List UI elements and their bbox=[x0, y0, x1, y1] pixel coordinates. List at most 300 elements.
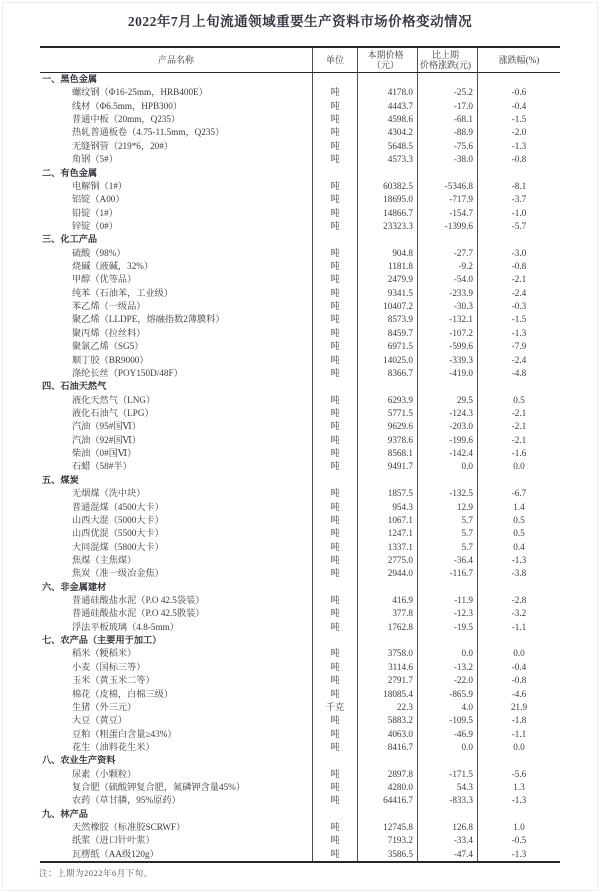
change-cell: -233.9 bbox=[418, 287, 478, 300]
change-cell: -30.3 bbox=[418, 300, 478, 313]
footnote: 注：上期为2022年6月下旬。 bbox=[39, 868, 153, 878]
unit-cell: 吨 bbox=[313, 567, 358, 580]
product-name-cell: 苯乙烯（一级品） bbox=[40, 300, 313, 313]
price-cell: 5771.5 bbox=[358, 407, 418, 420]
percent-cell: -0.6 bbox=[511, 87, 527, 98]
product-name-cell: 硫酸（98%） bbox=[40, 247, 313, 260]
page-title: 2022年7月上旬流通领域重要生产资料市场价格变动情况 bbox=[127, 14, 473, 29]
change-cell bbox=[418, 233, 478, 246]
product-name-cell: 玉米（黄玉米二等） bbox=[40, 674, 313, 687]
product-name-cell: 无缝钢管（219*6，20#） bbox=[40, 140, 313, 153]
change-cell: -142.4 bbox=[418, 447, 478, 460]
price-cell bbox=[358, 233, 418, 246]
unit-cell: 吨 bbox=[313, 207, 358, 220]
price-cell: 9629.6 bbox=[358, 420, 418, 433]
product-name-cell: 浮法平板玻璃（4.8-5mm） bbox=[40, 621, 313, 634]
change-cell: 126.8 bbox=[418, 821, 478, 834]
unit-cell bbox=[313, 233, 358, 246]
product-name-cell: 柴油（0#国Ⅵ） bbox=[40, 447, 313, 460]
table-row bbox=[40, 821, 560, 834]
unit-cell bbox=[313, 581, 358, 594]
percent-cell: -0.8 bbox=[511, 154, 527, 165]
product-name-cell: 复合肥（硫酸钾复合肥，氮磷钾含量45%） bbox=[40, 781, 313, 794]
price-cell: 6971.5 bbox=[358, 340, 418, 353]
unit-cell: 吨 bbox=[313, 741, 358, 754]
price-cell bbox=[358, 380, 418, 393]
change-cell: -36.4 bbox=[418, 554, 478, 567]
percent-cell: -1.1 bbox=[511, 621, 527, 632]
unit-cell: 吨 bbox=[313, 594, 358, 607]
change-cell: -154.7 bbox=[418, 207, 478, 220]
price-cell: 8573.9 bbox=[358, 313, 418, 326]
product-name-cell: 生猪（外三元） bbox=[40, 701, 313, 714]
unit-cell: 吨 bbox=[313, 848, 358, 861]
section-name: 三、化工产品 bbox=[40, 233, 313, 246]
price-cell bbox=[358, 754, 418, 767]
product-name-cell: 棉花（皮棉，白棉三级） bbox=[40, 688, 313, 701]
change-cell: -54.0 bbox=[418, 273, 478, 286]
percent-cell: -1.5 bbox=[511, 314, 527, 325]
change-cell: -203.0 bbox=[418, 420, 478, 433]
table-row bbox=[40, 728, 560, 741]
table-row bbox=[40, 514, 560, 527]
product-name-cell: 山西大混（5000大卡） bbox=[40, 514, 313, 527]
percent-cell: -1.3 bbox=[511, 327, 527, 338]
change-cell: -124.3 bbox=[418, 407, 478, 420]
percent-cell: 0.0 bbox=[513, 461, 525, 472]
table-row bbox=[40, 848, 560, 861]
percent-cell: -0.8 bbox=[511, 675, 527, 686]
table-row bbox=[40, 794, 560, 807]
price-cell: 4063.0 bbox=[358, 728, 418, 741]
percent-cell: -6.7 bbox=[511, 488, 527, 499]
change-cell: 29.5 bbox=[418, 394, 478, 407]
section-header-row bbox=[40, 581, 560, 594]
header-current-price-line1: 本期价格 bbox=[367, 49, 404, 60]
change-cell: -17.0 bbox=[418, 100, 478, 113]
change-cell: -75.6 bbox=[418, 140, 478, 153]
unit-cell: 吨 bbox=[313, 273, 358, 286]
product-name-cell: 电解铜（1#） bbox=[40, 180, 313, 193]
header-unit-label: 单位 bbox=[325, 54, 344, 65]
section-header-row bbox=[40, 634, 560, 647]
percent-cell: -2.4 bbox=[511, 287, 527, 298]
price-cell: 2944.0 bbox=[358, 567, 418, 580]
product-name-cell: 瓦楞纸（AA级120g） bbox=[40, 848, 313, 861]
table-row bbox=[40, 153, 560, 166]
table-row bbox=[40, 447, 560, 460]
section-header-row bbox=[40, 474, 560, 487]
change-cell: 0.0 bbox=[418, 647, 478, 660]
percent-cell: -2.1 bbox=[511, 421, 527, 432]
change-cell: -22.0 bbox=[418, 674, 478, 687]
change-cell: -339.3 bbox=[418, 354, 478, 367]
table-row bbox=[40, 113, 560, 126]
change-cell bbox=[418, 808, 478, 821]
product-name-cell: 天然橡胶（标准胶SCRWF） bbox=[40, 821, 313, 834]
change-cell bbox=[418, 581, 478, 594]
product-name-cell: 涤纶长丝（POY150D/48F） bbox=[40, 367, 313, 380]
header-product-name bbox=[40, 48, 313, 72]
change-cell: -132.1 bbox=[418, 313, 478, 326]
section-name: 一、黑色金属 bbox=[40, 73, 313, 86]
percent-cell: -3.7 bbox=[511, 194, 527, 205]
product-name-cell: 普通硅酸盐水泥（P.O 42.5散装） bbox=[40, 607, 313, 620]
unit-cell: 吨 bbox=[313, 781, 358, 794]
price-cell: 2791.7 bbox=[358, 674, 418, 687]
product-name-cell: 甲醇（优等品） bbox=[40, 273, 313, 286]
change-cell: -11.9 bbox=[418, 594, 478, 607]
unit-cell: 吨 bbox=[313, 728, 358, 741]
price-cell: 1857.5 bbox=[358, 487, 418, 500]
section-name: 四、石油天然气 bbox=[40, 380, 313, 393]
table-row bbox=[40, 340, 560, 353]
table-row bbox=[40, 647, 560, 660]
product-name-cell: 普通中板（20mm，Q235） bbox=[40, 113, 313, 126]
unit-cell: 吨 bbox=[313, 126, 358, 139]
unit-cell: 吨 bbox=[313, 460, 358, 473]
unit-cell: 吨 bbox=[313, 621, 358, 634]
change-cell: -717.9 bbox=[418, 193, 478, 206]
product-name-cell: 花生（油料花生米） bbox=[40, 741, 313, 754]
table-row bbox=[40, 140, 560, 153]
change-cell bbox=[418, 634, 478, 647]
table-row bbox=[40, 674, 560, 687]
change-cell: -46.9 bbox=[418, 728, 478, 741]
percent-cell: -8.1 bbox=[511, 180, 527, 191]
unit-cell bbox=[313, 167, 358, 180]
percent-cell bbox=[478, 754, 560, 767]
change-cell: 5.7 bbox=[418, 541, 478, 554]
change-cell: -199.6 bbox=[418, 434, 478, 447]
price-cell: 4280.0 bbox=[358, 781, 418, 794]
change-cell: 5.7 bbox=[418, 527, 478, 540]
product-name-cell: 铅锭（1#） bbox=[40, 207, 313, 220]
percent-cell: -1.5 bbox=[511, 114, 527, 125]
percent-cell bbox=[478, 233, 560, 246]
change-cell: -47.4 bbox=[418, 848, 478, 861]
percent-cell: -0.4 bbox=[511, 661, 527, 672]
product-name-cell: 尿素（小颗粒） bbox=[40, 768, 313, 781]
product-name-cell: 稻米（粳稻米） bbox=[40, 647, 313, 660]
change-cell: 0.0 bbox=[418, 460, 478, 473]
unit-cell: 吨 bbox=[313, 661, 358, 674]
header-current-price-line2: （元） bbox=[371, 60, 399, 70]
price-cell: 2479.9 bbox=[358, 273, 418, 286]
percent-cell: 1.3 bbox=[513, 782, 525, 793]
price-cell: 12745.8 bbox=[358, 821, 418, 834]
price-cell: 1181.8 bbox=[358, 260, 418, 273]
unit-cell: 吨 bbox=[313, 313, 358, 326]
section-header-row bbox=[40, 167, 560, 180]
product-name-cell: 液化天然气（LNG） bbox=[40, 394, 313, 407]
table-row bbox=[40, 768, 560, 781]
table-row bbox=[40, 781, 560, 794]
change-cell bbox=[418, 380, 478, 393]
percent-cell: -0.3 bbox=[511, 301, 527, 312]
price-cell: 4598.6 bbox=[358, 113, 418, 126]
header-price-change bbox=[418, 48, 478, 72]
percent-cell bbox=[478, 634, 560, 647]
header-change-percent bbox=[478, 48, 560, 72]
percent-cell: -0.8 bbox=[511, 261, 527, 272]
unit-cell: 吨 bbox=[313, 527, 358, 540]
percent-cell: -1.6 bbox=[511, 448, 527, 459]
product-name-cell: 纸浆（进口针叶浆） bbox=[40, 834, 313, 847]
percent-cell: -1.8 bbox=[511, 715, 527, 726]
change-cell: -12.3 bbox=[418, 607, 478, 620]
price-cell: 2775.0 bbox=[358, 554, 418, 567]
unit-cell: 吨 bbox=[313, 674, 358, 687]
change-cell bbox=[418, 474, 478, 487]
product-name-cell: 汽油（95#国Ⅵ） bbox=[40, 420, 313, 433]
change-cell: -171.5 bbox=[418, 768, 478, 781]
product-name-cell: 角钢（5#） bbox=[40, 153, 313, 166]
change-cell: -13.2 bbox=[418, 661, 478, 674]
percent-cell bbox=[478, 73, 560, 86]
unit-cell: 吨 bbox=[313, 447, 358, 460]
percent-cell: 0.0 bbox=[513, 648, 525, 659]
table-row bbox=[40, 367, 560, 380]
price-cell: 18085.4 bbox=[358, 688, 418, 701]
change-cell bbox=[418, 167, 478, 180]
table-row bbox=[40, 313, 560, 326]
unit-cell: 吨 bbox=[313, 260, 358, 273]
table-row bbox=[40, 527, 560, 540]
percent-cell: -1.3 bbox=[511, 554, 527, 565]
header-product-name-label: 产品名称 bbox=[157, 54, 194, 65]
unit-cell: 吨 bbox=[313, 407, 358, 420]
change-cell: -5346.8 bbox=[418, 180, 478, 193]
percent-cell: 1.4 bbox=[513, 501, 525, 512]
price-cell: 8416.7 bbox=[358, 741, 418, 754]
header-change-percent-label: 涨跌幅(%) bbox=[498, 54, 540, 65]
table-row bbox=[40, 273, 560, 286]
percent-cell: -2.1 bbox=[511, 434, 527, 445]
unit-cell: 吨 bbox=[313, 140, 358, 153]
price-cell: 4573.3 bbox=[358, 153, 418, 166]
table-row bbox=[40, 220, 560, 233]
change-cell: -865.9 bbox=[418, 688, 478, 701]
price-cell: 22.3 bbox=[358, 701, 418, 714]
product-name-cell: 小麦（国标三等） bbox=[40, 661, 313, 674]
table-row bbox=[40, 394, 560, 407]
percent-cell: -1.3 bbox=[511, 795, 527, 806]
price-cell: 9378.6 bbox=[358, 434, 418, 447]
price-cell: 5883.2 bbox=[358, 714, 418, 727]
unit-cell: 千克 bbox=[313, 701, 358, 714]
percent-cell: -1.3 bbox=[511, 848, 527, 859]
section-header-row bbox=[40, 73, 560, 86]
table-row bbox=[40, 354, 560, 367]
price-cell: 1067.1 bbox=[358, 514, 418, 527]
change-cell: -88.9 bbox=[418, 126, 478, 139]
price-cell bbox=[358, 581, 418, 594]
product-name-cell: 顺丁胶（BR9000） bbox=[40, 354, 313, 367]
change-cell: -19.5 bbox=[418, 621, 478, 634]
price-cell: 23323.3 bbox=[358, 220, 418, 233]
change-cell: -27.7 bbox=[418, 247, 478, 260]
table-row bbox=[40, 541, 560, 554]
unit-cell bbox=[313, 380, 358, 393]
price-cell: 60382.5 bbox=[358, 180, 418, 193]
table-row bbox=[40, 487, 560, 500]
price-cell: 4178.0 bbox=[358, 86, 418, 99]
header-unit bbox=[313, 48, 358, 72]
unit-cell: 吨 bbox=[313, 714, 358, 727]
unit-cell: 吨 bbox=[313, 834, 358, 847]
price-table bbox=[40, 46, 560, 863]
change-cell: 5.7 bbox=[418, 514, 478, 527]
table-row bbox=[40, 834, 560, 847]
unit-cell: 吨 bbox=[313, 794, 358, 807]
unit-cell: 吨 bbox=[313, 501, 358, 514]
product-name-cell: 农药（草甘膦，95%原药） bbox=[40, 794, 313, 807]
product-name-cell: 聚氯乙烯（SG5） bbox=[40, 340, 313, 353]
product-name-cell: 豆粕（粗蛋白含量≥43%） bbox=[40, 728, 313, 741]
price-cell: 8459.7 bbox=[358, 327, 418, 340]
percent-cell bbox=[478, 581, 560, 594]
price-cell bbox=[358, 808, 418, 821]
price-cell: 7193.2 bbox=[358, 834, 418, 847]
change-cell: -68.1 bbox=[418, 113, 478, 126]
percent-cell: -2.0 bbox=[511, 127, 527, 138]
change-cell: -25.2 bbox=[418, 86, 478, 99]
product-name-cell: 大同混煤（5800大卡） bbox=[40, 541, 313, 554]
price-cell bbox=[358, 634, 418, 647]
product-name-cell: 普通硅酸盐水泥（P.O 42.5袋装） bbox=[40, 594, 313, 607]
price-cell: 1762.8 bbox=[358, 621, 418, 634]
percent-cell: 0.5 bbox=[513, 394, 525, 405]
price-cell: 954.3 bbox=[358, 501, 418, 514]
change-cell: -599.6 bbox=[418, 340, 478, 353]
unit-cell: 吨 bbox=[313, 180, 358, 193]
percent-cell: -2.4 bbox=[511, 354, 527, 365]
unit-cell bbox=[313, 754, 358, 767]
percent-cell: -2.8 bbox=[511, 595, 527, 606]
unit-cell: 吨 bbox=[313, 287, 358, 300]
percent-cell: -0.4 bbox=[511, 100, 527, 111]
table-row bbox=[40, 407, 560, 420]
product-name-cell: 铝锭（A00） bbox=[40, 193, 313, 206]
unit-cell bbox=[313, 634, 358, 647]
unit-cell: 吨 bbox=[313, 153, 358, 166]
unit-cell: 吨 bbox=[313, 768, 358, 781]
unit-cell: 吨 bbox=[313, 100, 358, 113]
percent-cell: -1.1 bbox=[511, 728, 527, 739]
table-header-row bbox=[40, 48, 560, 73]
change-cell: 54.3 bbox=[418, 781, 478, 794]
percent-cell: 21.9 bbox=[510, 701, 528, 712]
unit-cell: 吨 bbox=[313, 220, 358, 233]
percent-cell: -3.0 bbox=[511, 247, 527, 258]
price-cell: 3758.0 bbox=[358, 647, 418, 660]
unit-cell: 吨 bbox=[313, 86, 358, 99]
percent-cell: -1.3 bbox=[511, 140, 527, 151]
unit-cell: 吨 bbox=[313, 420, 358, 433]
unit-cell bbox=[313, 73, 358, 86]
price-cell: 18695.0 bbox=[358, 193, 418, 206]
unit-cell: 吨 bbox=[313, 607, 358, 620]
table-row bbox=[40, 501, 560, 514]
percent-cell: 0.0 bbox=[513, 741, 525, 752]
table-row bbox=[40, 460, 560, 473]
change-cell: -107.2 bbox=[418, 327, 478, 340]
product-name-cell: 焦炭（准一级冶金焦） bbox=[40, 567, 313, 580]
percent-cell: -4.8 bbox=[511, 367, 527, 378]
percent-cell: -2.1 bbox=[511, 274, 527, 285]
header-price-change-line2: 价格涨跌(元) bbox=[420, 60, 471, 70]
table-row bbox=[40, 701, 560, 714]
header-price-change-line1: 比上期 bbox=[431, 49, 459, 60]
change-cell bbox=[418, 754, 478, 767]
unit-cell: 吨 bbox=[313, 688, 358, 701]
section-name: 二、有色金属 bbox=[40, 167, 313, 180]
table-row bbox=[40, 247, 560, 260]
table-row bbox=[40, 554, 560, 567]
price-cell: 416.9 bbox=[358, 594, 418, 607]
product-name-cell: 山西优混（5500大卡） bbox=[40, 527, 313, 540]
percent-cell: 0.4 bbox=[513, 541, 525, 552]
price-cell bbox=[358, 73, 418, 86]
change-cell: -109.5 bbox=[418, 714, 478, 727]
table-row bbox=[40, 126, 560, 139]
price-cell: 14025.0 bbox=[358, 354, 418, 367]
table-row bbox=[40, 741, 560, 754]
table-row bbox=[40, 100, 560, 113]
product-name-cell: 聚乙烯（LLDPE，熔融指数2薄膜料） bbox=[40, 313, 313, 326]
product-name-cell: 液化石油气（LPG） bbox=[40, 407, 313, 420]
percent-cell bbox=[478, 167, 560, 180]
table-row bbox=[40, 714, 560, 727]
price-cell: 8366.7 bbox=[358, 367, 418, 380]
table-row bbox=[40, 260, 560, 273]
product-name-cell: 线材（Φ6.5mm，HPB300） bbox=[40, 100, 313, 113]
table-row bbox=[40, 661, 560, 674]
page bbox=[2, 2, 598, 891]
table-row bbox=[40, 287, 560, 300]
product-name-cell: 烧碱（液碱，32%） bbox=[40, 260, 313, 273]
change-cell: -33.4 bbox=[418, 834, 478, 847]
unit-cell: 吨 bbox=[313, 487, 358, 500]
unit-cell: 吨 bbox=[313, 247, 358, 260]
change-cell: -1399.6 bbox=[418, 220, 478, 233]
section-name: 六、非金属建材 bbox=[40, 581, 313, 594]
price-cell: 2897.8 bbox=[358, 768, 418, 781]
table-row bbox=[40, 420, 560, 433]
table-row bbox=[40, 567, 560, 580]
change-cell: -38.0 bbox=[418, 153, 478, 166]
price-cell: 377.8 bbox=[358, 607, 418, 620]
header-current-price bbox=[358, 48, 418, 72]
table-row bbox=[40, 594, 560, 607]
price-cell: 8568.1 bbox=[358, 447, 418, 460]
table-row bbox=[40, 193, 560, 206]
table-row bbox=[40, 434, 560, 447]
section-name: 九、林产品 bbox=[40, 808, 313, 821]
section-header-row bbox=[40, 380, 560, 393]
unit-cell: 吨 bbox=[313, 514, 358, 527]
percent-cell: -3.8 bbox=[511, 568, 527, 579]
table-row bbox=[40, 688, 560, 701]
percent-cell bbox=[478, 808, 560, 821]
percent-cell: 0.5 bbox=[513, 528, 525, 539]
price-cell: 4443.7 bbox=[358, 100, 418, 113]
table-row bbox=[40, 621, 560, 634]
price-cell: 64416.7 bbox=[358, 794, 418, 807]
price-cell: 9341.5 bbox=[358, 287, 418, 300]
price-cell: 10407.2 bbox=[358, 300, 418, 313]
